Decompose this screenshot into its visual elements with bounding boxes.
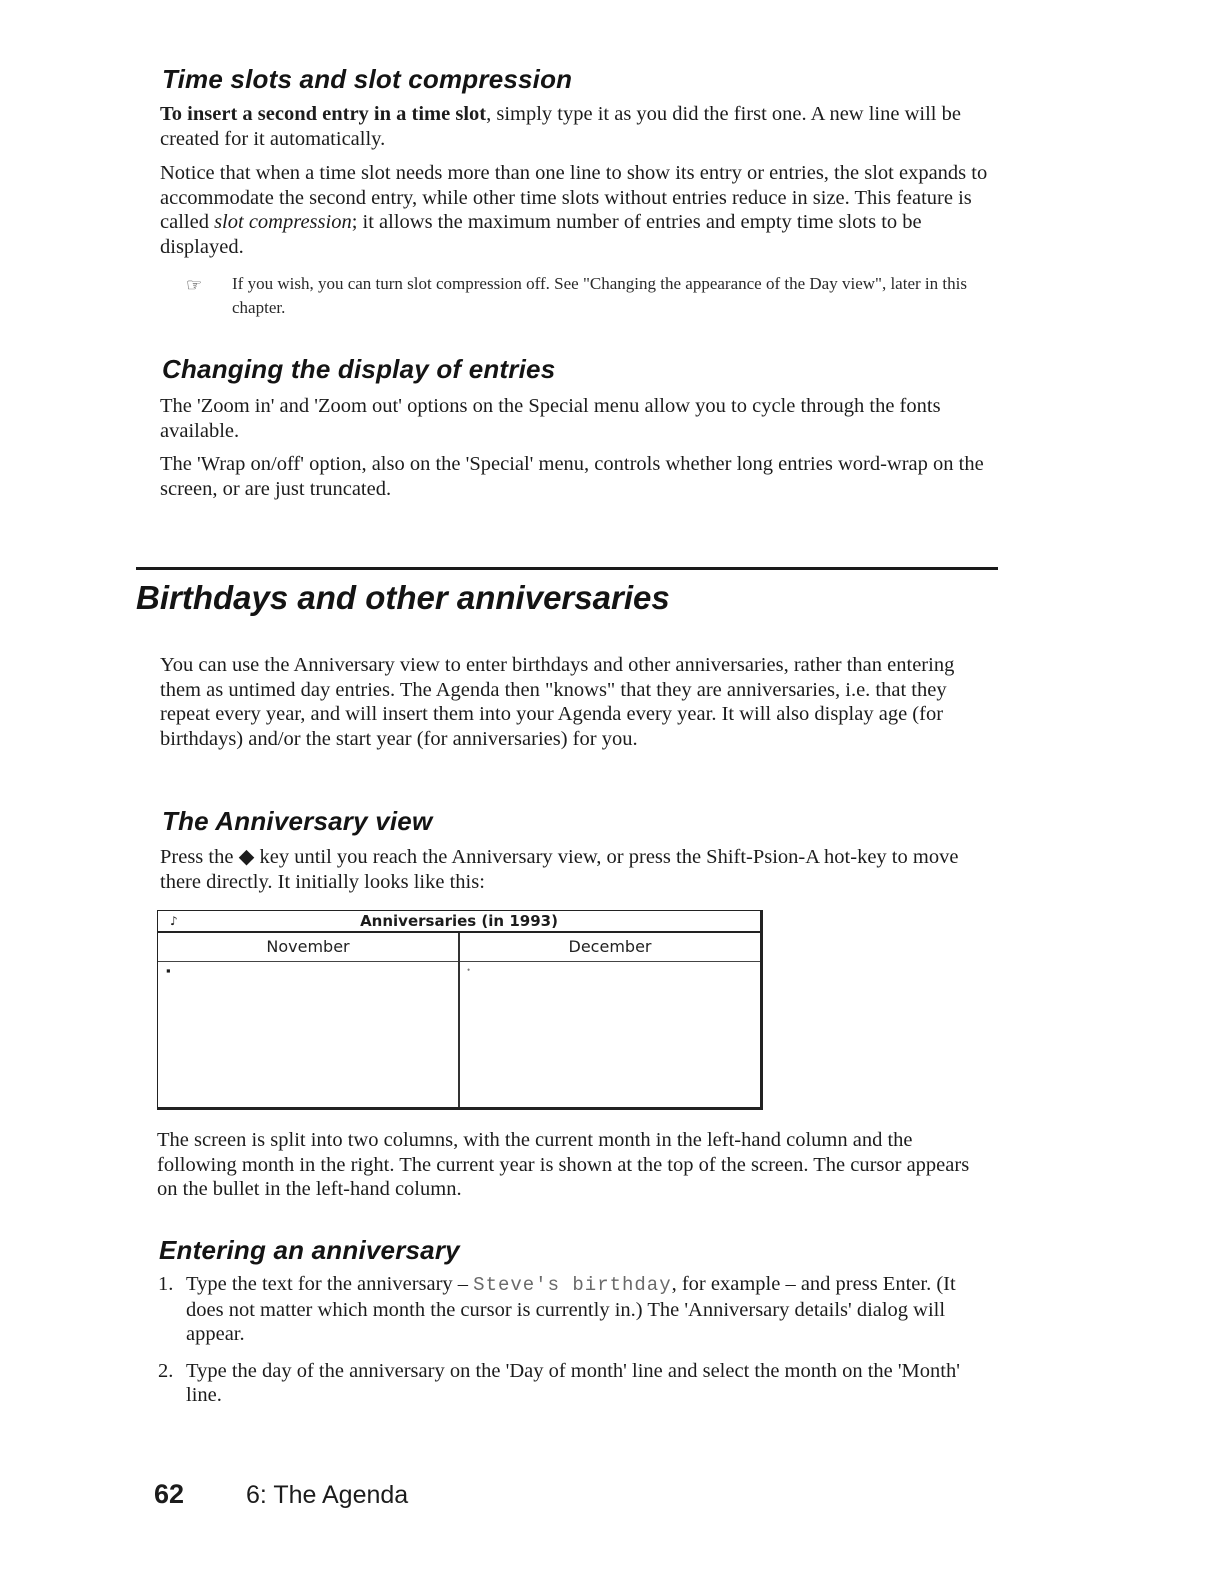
section-heading-entering: Entering an anniversary: [159, 1235, 460, 1265]
section-heading-anniversary-view: The Anniversary view: [162, 806, 433, 836]
cursor-marker: ▪: [166, 963, 171, 978]
right-month-column: [460, 933, 760, 1107]
section-heading-birthdays: Birthdays and other anniversaries: [136, 579, 670, 616]
step-text: , for example – and press Enter. (It does not matter which month the cursor is currently in.) The 'Anniversary details' dialog will appear.: [186, 1273, 956, 1345]
note-block: [186, 272, 986, 320]
screenshot-title-bar: [158, 911, 760, 933]
paragraph-slot-compression: [160, 161, 990, 259]
left-month-column: [158, 933, 458, 1107]
pointing-hand-icon: ☞: [186, 275, 203, 295]
right-month-header: December: [460, 933, 760, 962]
paragraph-insert-entry: [160, 102, 990, 151]
page-number: 62: [154, 1479, 185, 1509]
section-heading-time-slots: Time slots and slot compression: [162, 64, 573, 94]
left-month-header: November: [158, 933, 458, 962]
paragraph-zoom: The 'Zoom in' and 'Zoom out' options on the Special menu allow you to cycle through the fonts available.: [160, 395, 941, 442]
example-code: Steve's birthday: [473, 1274, 672, 1296]
paragraph-screen-split: The screen is split into two columns, with the current month in the left-hand column and the following month in the right. The current year is shown at the top of the screen. The cursor appears on the bullet in the left-hand column.: [157, 1129, 970, 1200]
step-text: Type the text for the anniversary –: [186, 1273, 474, 1295]
bold-lead: To insert a second entry in a time slot: [160, 103, 487, 125]
steps-list: [158, 1272, 998, 1420]
bullet-marker: •: [467, 965, 471, 975]
section-heading-display: Changing the display of entries: [162, 354, 556, 384]
section-rule: [136, 567, 998, 570]
paragraph-press-key: Press the ◆ key until you reach the Anniversary view, or press the Shift-Psion-A hot-key to move there directly. It initially looks like this:: [160, 846, 959, 893]
paragraph-text: Notice that when a time slot needs more than one line to show its entry or entries, the slot expands to accommodate the second entry, while other time slots without entries reduce in size. This feature is called: [160, 162, 988, 233]
emphasis-term: slot compression: [214, 211, 352, 233]
paragraph-wrap: The 'Wrap on/off' option, also on the 'Special' menu, controls whether long entries word-wrap on the screen, or are just truncated.: [160, 453, 984, 500]
alarm-icon: ♪: [170, 914, 178, 928]
chapter-title: 6: The Agenda: [246, 1481, 409, 1509]
paragraph-text: ; it allows the maximum number of entries and empty time slots to be displayed.: [160, 211, 922, 258]
paragraph-text: , simply type it as you did the first one. A new line will be created for it automatically.: [160, 103, 961, 150]
note-text: If you wish, you can turn slot compression off. See "Changing the appearance of the Day view", later in this chapter.: [232, 274, 967, 317]
step-1: [158, 1272, 998, 1347]
step-text: Type the day of the anniversary on the 'Day of month' line and select the month on the 'Month' line.: [186, 1359, 960, 1406]
anniversary-screenshot: [157, 910, 763, 1110]
step-number: 1.: [158, 1273, 174, 1295]
screenshot-title: Anniversaries (in 1993): [360, 912, 558, 930]
step-number: 2.: [158, 1359, 174, 1382]
step-2: [158, 1359, 998, 1408]
paragraph-anniversary-intro: You can use the Anniversary view to enter birthdays and other anniversaries, rather than entering them as untimed day entries. The Agenda then "knows" that they are anniversaries, i.e. that they repeat every year, and will insert them into your Agenda every year. It will also display age (for birthdays) and/or the start year (for anniversaries) for you.: [160, 654, 955, 750]
